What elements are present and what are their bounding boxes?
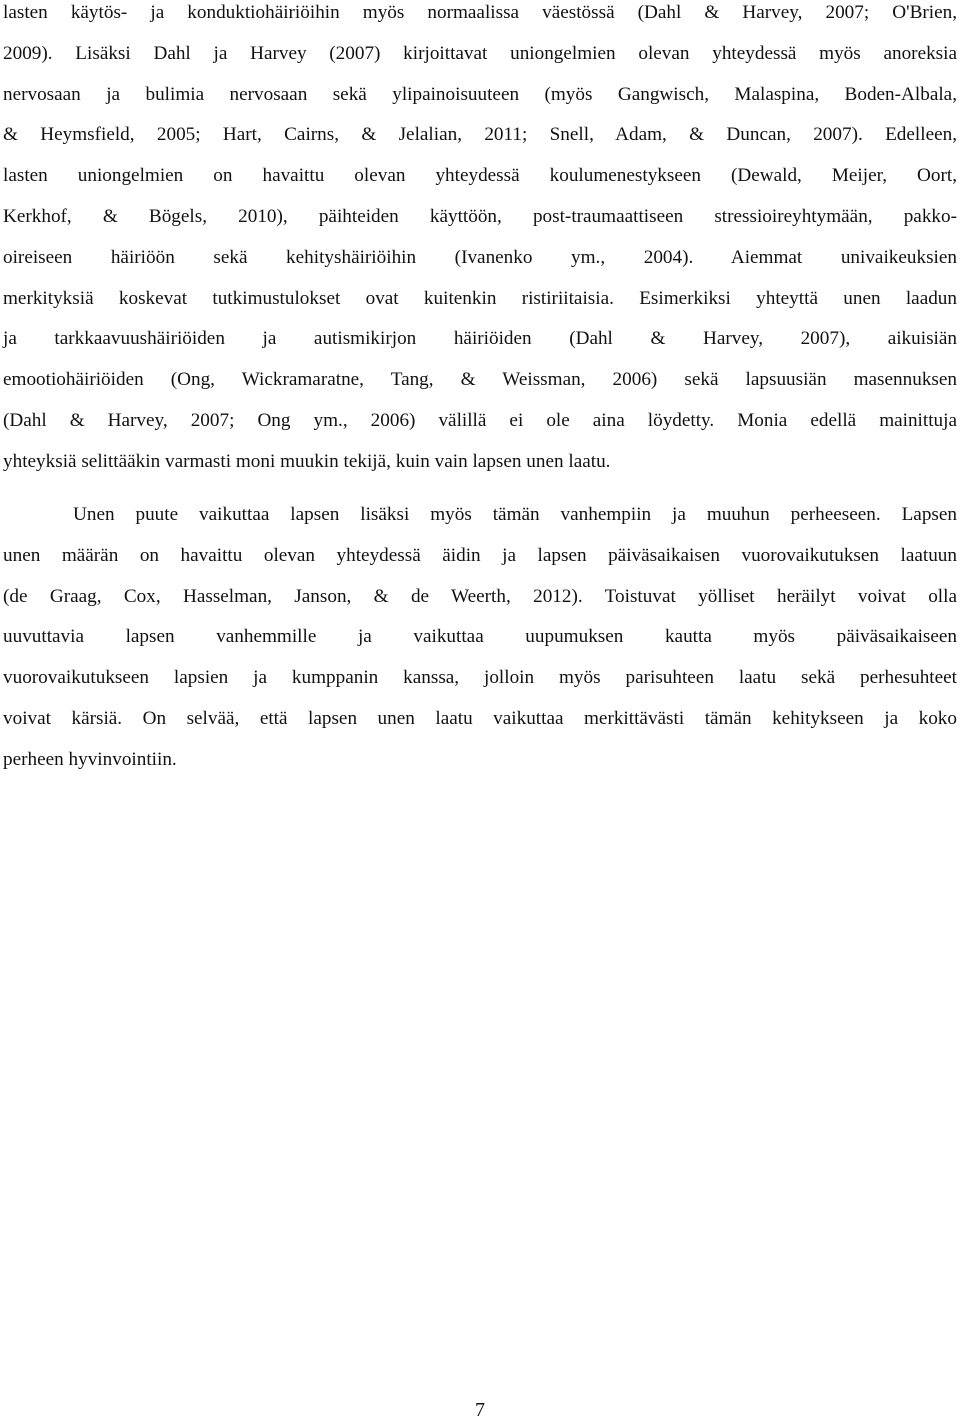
text-line: oireiseen häiriöön sekä kehityshäiriöihin (Ivanenko ym., 2004). Aiemmat univaikeuksien <box>3 246 957 268</box>
body-paragraph <box>3 495 957 781</box>
text-line: ja tarkkaavuushäiriöiden ja autismikirjon häiriöiden (Dahl & Harvey, 2007), aikuisiän <box>3 328 957 350</box>
text-line: yhteyksiä selittääkin varmasti moni muukin tekijä, kuin vain lapsen unen laatu. <box>3 450 611 472</box>
text-line: Unen puute vaikuttaa lapsen lisäksi myös tämän vanhempiin ja muuhun perheeseen. Lapsen <box>73 504 957 525</box>
text-line: emootiohäiriöiden (Ong, Wickramaratne, Tang, & Weissman, 2006) sekä lapsuusiän masennuksen <box>3 369 957 391</box>
page-number: 7 <box>475 1399 485 1421</box>
text-line: & Heymsfield, 2005; Hart, Cairns, & Jelalian, 2011; Snell, Adam, & Duncan, 2007). Edelleen, <box>3 124 957 146</box>
text-line: 2009). Lisäksi Dahl ja Harvey (2007) kirjoittavat uniongelmien olevan yhteydessä myös anoreksia <box>3 42 957 64</box>
text-line: lasten uniongelmien on havaittu olevan yhteydessä koulumenestykseen (Dewald, Meijer, Oort, <box>3 165 957 187</box>
text-line: nervosaan ja bulimia nervosaan sekä ylipainoisuuteen (myös Gangwisch, Malaspina, Boden-Albala, <box>3 83 957 105</box>
text-line: unen määrän on havaittu olevan yhteydessä äidin ja lapsen päiväsaikaisen vuorovaikutuksen laatuun <box>3 544 957 566</box>
text-line: voivat kärsiä. On selvää, että lapsen unen laatu vaikuttaa merkittävästi tämän kehitykseen ja koko <box>3 707 957 729</box>
text-line: lasten käytös- ja konduktiohäiriöihin myös normaalissa väestössä (Dahl & Harvey, 2007; O'Brien, <box>3 2 957 23</box>
text-line: perheen hyvinvointiin. <box>3 748 177 770</box>
text-line: (Dahl & Harvey, 2007; Ong ym., 2006) välillä ei ole aina löydetty. Monia edellä mainittuja <box>3 409 957 431</box>
text-line: vuorovaikutukseen lapsien ja kumppanin kanssa, jolloin myös parisuhteen laatu sekä perhesuhteet <box>3 667 957 689</box>
text-line: Kerkhof, & Bögels, 2010), päihteiden käyttöön, post-traumaattiseen stressioireyhtymään, pakko- <box>3 205 957 227</box>
text-line: (de Graag, Cox, Hasselman, Janson, & de Weerth, 2012). Toistuvat yölliset heräilyt voivat olla <box>3 585 957 607</box>
body-paragraph <box>3 0 957 483</box>
text-line: uuvuttavia lapsen vanhemmille ja vaikuttaa uupumuksen kautta myös päiväsaikaiseen <box>3 626 957 648</box>
text-line: merkityksiä koskevat tutkimustulokset ovat kuitenkin ristiriitaisia. Esimerkiksi yhteyttä unen laadun <box>3 287 957 309</box>
